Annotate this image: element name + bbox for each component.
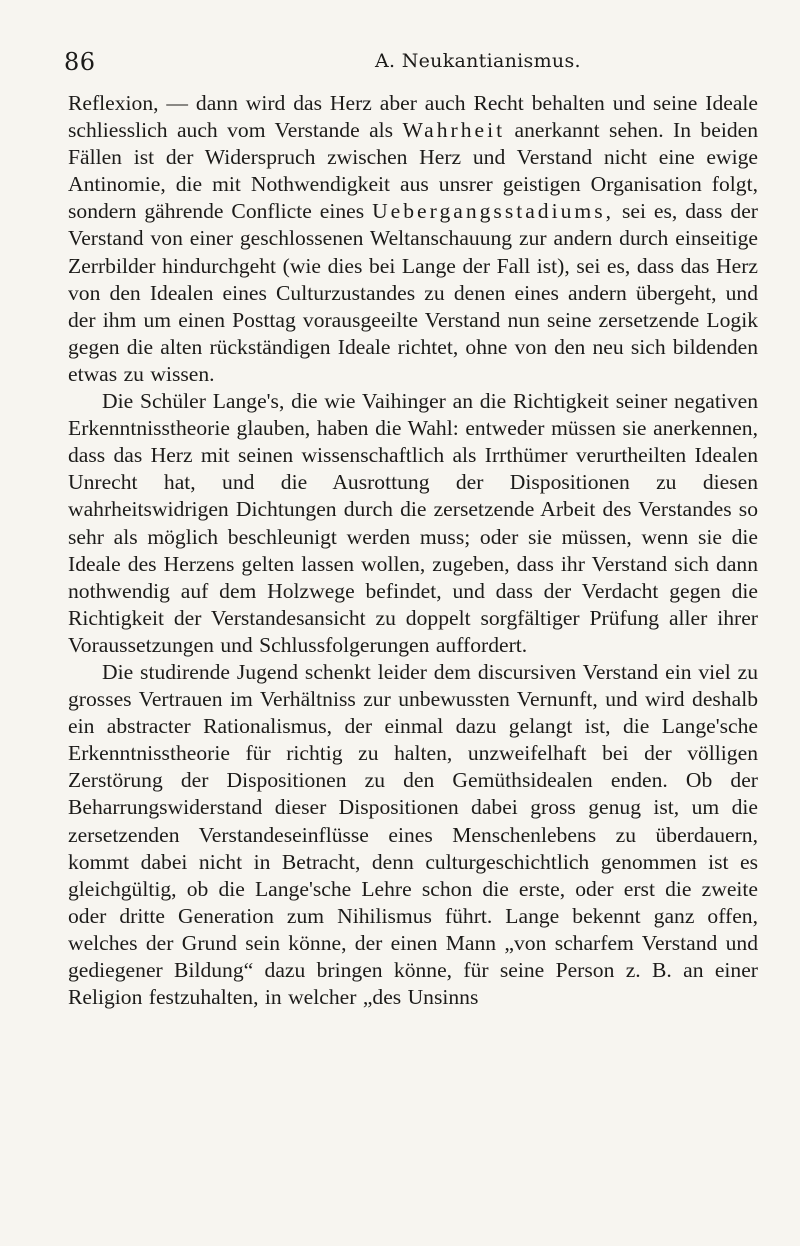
paragraph-1-part-c: anerkannt sehen. In beiden Fällen ist der Widerspruch zwischen Herz und Verstand nicht eine ewige Antinomie, die mit Nothwendigkeit aus unsrer geistigen Organisation folgt, sondern gährende Conflicte eines: [68, 118, 758, 224]
page-number: 86: [64, 48, 96, 76]
paragraph-1: [68, 90, 758, 388]
paragraph-1-part-e: sei es, dass der Verstand von einer geschlossenen Weltanschauung zur andern durch einseitige Zerrbilder hindurchgeht (wie dies bei Lange der Fall ist), sei es, dass das Herz von den Idealen eines Culturzustandes zu denen eines andern übergeht, und der ihm um einen Posttag vorausgeeilte Verstand nun seine zersetzende Logik gegen die alten rückständigen Ideale richtet, ohne von den neu sich bildenden etwas zu wissen.: [68, 199, 758, 386]
body-text: [68, 90, 758, 1011]
emphasis-wahrheit: Wahrheit: [402, 118, 506, 143]
paragraph-2: Die Schüler Lange's, die wie Vaihinger an die Richtigkeit seiner negativen Erkenntnisstheorie glauben, haben die Wahl: entweder müssen sie anerkennen, dass das Herz mit seinen wissenschaftlich als Irrthümer verurtheilten Idealen Unrecht hat, und die Ausrottung der Dispositionen zu diesen wahrheitswidrigen Dichtungen durch die zersetzende Arbeit des Verstandes so sehr als möglich beschleunigt werden muss; oder sie müssen, wenn sie die Ideale des Herzens gelten lassen wollen, zugeben, dass ihr Verstand sich dann nothwendig auf dem Holzwege befindet, und dass der Verdacht gegen die Richtigkeit der Verstandesansicht zu doppelt sorgfältiger Prüfung aller ihrer Voraussetzungen und Schlussfolgerungen auffordert.: [68, 389, 758, 657]
page-header: [64, 48, 758, 84]
emphasis-uebergangsstadiums: Uebergangsstadiums,: [372, 199, 614, 224]
paragraph-3: Die studirende Jugend schenkt leider dem discursiven Verstand ein viel zu grosses Vertrauen im Verhältniss zur unbewussten Vernunft, und wird deshalb ein abstracter Rationalismus, der einmal dazu gelangt ist, die Lange'sche Erkenntnisstheorie für richtig zu halten, unzweifelhaft bei der völligen Zerstörung der Dispositionen zu den Gemüthsidealen enden. Ob der Beharrungswiderstand dieser Dispositionen dabei gross genug ist, um die zersetzenden Verstandeseinflüsse eines Menschenlebens zu überdauern, kommt dabei nicht in Betracht, denn culturgeschichtlich genommen ist es gleichgültig, ob die Lange'sche Lehre schon die erste, oder erst die zweite oder dritte Generation zum Nihilismus führt. Lange bekennt ganz offen, welches der Grund sein könne, der einen Mann „von scharfem Verstand und gediegener Bildung“ dazu bringen könne, für seine Person z. B. an einer Religion festzuhalten, in welcher „des Unsinns: [68, 659, 758, 1010]
paragraph-1-part-a: Reflexion, — dann wird das Herz aber auch Recht behalten und seine Ideale schliesslich auch vom Verstande als: [68, 91, 758, 143]
running-title: A. Neukantianismus.: [375, 50, 581, 72]
